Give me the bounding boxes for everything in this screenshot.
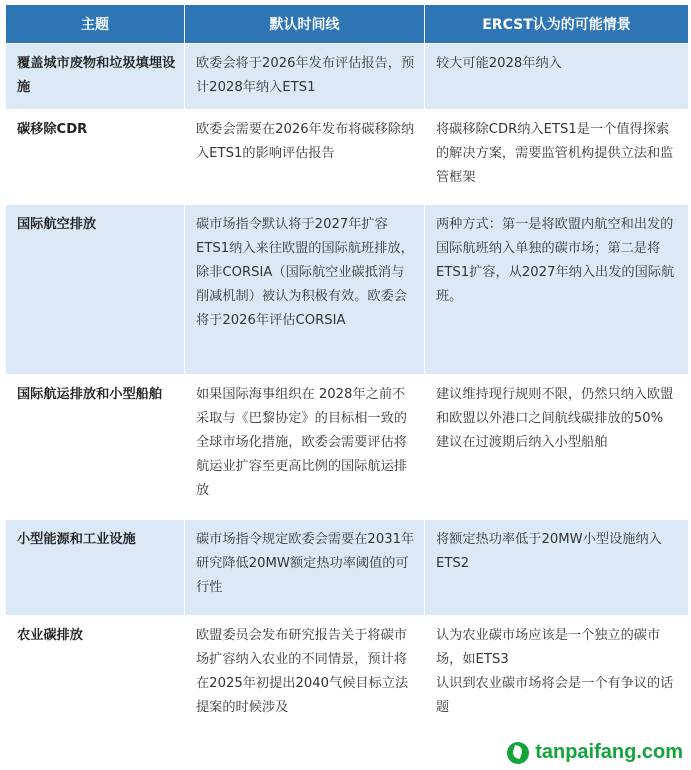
- scenario-text: 将碳移除CDR纳入ETS1是一个值得探索的解决方案，需要监管机构提供立法和监管框架: [436, 122, 674, 185]
- watermark: [507, 741, 685, 764]
- row-timeline: [185, 375, 425, 520]
- row-topic: 国际航运排放和小型船舶: [6, 375, 185, 520]
- row-timeline: [185, 110, 425, 205]
- row-scenario: [425, 205, 689, 375]
- timeline-text: 欧委会需要在2026年发布将碳移除纳入ETS1的影响评估报告: [196, 122, 415, 161]
- timeline-text: 欧委会将于2026年发布评估报告，预计2028年纳入ETS1: [196, 56, 415, 95]
- header-topic: 主题: [6, 5, 185, 44]
- scenario-text: 认识到农业碳市场将会是一个有争议的话题: [436, 676, 674, 715]
- row-scenario: [425, 44, 689, 110]
- header-row: [6, 5, 689, 44]
- header-default-timeline: 默认时间线: [185, 5, 425, 44]
- scenario-text: 建议在过渡期后纳入小型船舶: [436, 435, 608, 450]
- scenario-text: 较大可能2028年纳入: [436, 56, 562, 71]
- row-scenario: [425, 520, 689, 616]
- row-topic: 农业碳排放: [6, 616, 185, 764]
- row-timeline: [185, 205, 425, 375]
- table-row: [6, 205, 689, 375]
- header-possible-scenario: ERCST认为的可能情景: [425, 5, 689, 44]
- row-scenario: [425, 110, 689, 205]
- timeline-text: 碳市场指令默认将于2027年扩容ETS1纳入来往欧盟的国际航班排放，除非CORSIA（国际航空业碳抵消与削减机制）被认为积极有效。欧委会将于2026年评估CORSIA: [196, 217, 414, 328]
- row-timeline: [185, 44, 425, 110]
- row-scenario: [425, 375, 689, 520]
- scenario-text: 认为农业碳市场应该是一个独立的碳市场，如ETS3: [436, 628, 661, 667]
- table-row: [6, 44, 689, 110]
- scenario-text: 将额定热功率低于20MW小型设施纳入ETS2: [436, 532, 662, 571]
- row-timeline: [185, 616, 425, 764]
- timeline-text: 欧盟委员会发布研究报告关于将碳市场扩容纳入农业的不同情景，预计将在2025年初提出2040气候目标立法提案的时候涉及: [196, 628, 409, 715]
- table-row: [6, 110, 689, 205]
- row-topic: 小型能源和工业设施: [6, 520, 185, 616]
- timeline-text: 碳市场指令规定欧委会需要在2031年研究降低20MW额定热功率阈值的可行性: [196, 532, 415, 595]
- table-row: [6, 520, 689, 616]
- timeline-text: 如果国际海事组织在 2028年之前不采取与《巴黎协定》的目标相一致的全球市场化措施，欧委会需要评估将航运业扩容至更高比例的国际航运排放: [196, 387, 407, 498]
- row-topic: 碳移除CDR: [6, 110, 185, 205]
- table-row: [6, 375, 689, 520]
- row-topic: 国际航空排放: [6, 205, 185, 375]
- row-timeline: [185, 520, 425, 616]
- comparison-table: [5, 4, 689, 764]
- row-topic: 覆盖城市废物和垃圾填埋设施: [6, 44, 185, 110]
- scenario-text: 建议维持现行规则不限，仍然只纳入欧盟和欧盟以外港口之间航线碳排放的50%: [436, 387, 674, 426]
- watermark-text: tanpaifang.com: [535, 741, 683, 763]
- leaf-logo-icon: [507, 742, 529, 764]
- scenario-text: 两种方式：第一是将欧盟内航空和出发的国际航班纳入单独的碳市场；第二是将ETS1扩容，从2027年纳入出发的国际航班。: [436, 217, 675, 304]
